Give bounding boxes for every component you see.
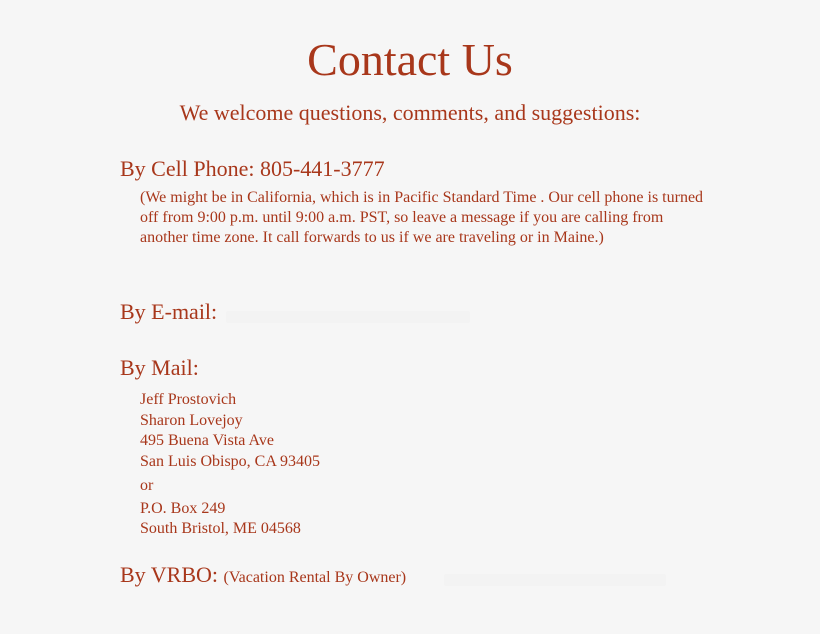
email-link-placeholder[interactable] (226, 311, 470, 323)
address-line: Sharon Lovejoy (140, 412, 243, 429)
vrbo-link-placeholder[interactable] (444, 574, 666, 586)
address-line: South Bristol, ME 04568 (140, 520, 301, 537)
email-label: By E-mail: (120, 299, 218, 324)
page-subtitle: We welcome questions, comments, and suggestions: (179, 100, 641, 125)
vrbo-heading (120, 561, 406, 592)
address-line: Jeff Prostovich (140, 391, 237, 408)
address-separator: or (140, 477, 154, 494)
address-line: 495 Buena Vista Ave (140, 432, 274, 449)
address-line: P.O. Box 249 (140, 500, 226, 517)
address-line: San Luis Obispo, CA 93405 (140, 453, 321, 470)
cell-phone-heading: By Cell Phone: 805-441-3777 (120, 156, 385, 181)
vrbo-note: (Vacation Rental By Owner) (223, 569, 407, 586)
mail-heading: By Mail: (120, 355, 199, 380)
cell-phone-note: (We might be in California, which is in Pacific Standard Time . Our cell phone is turned off from 9:00 p.m. until 9:00 a.m. PST, so leave a message if you are calling from another time zone. It call forwards to us if we are traveling or in Maine.) (140, 189, 704, 246)
vrbo-label: By VRBO: (120, 562, 219, 587)
email-heading (120, 298, 217, 326)
page-title: Contact Us (307, 34, 513, 85)
